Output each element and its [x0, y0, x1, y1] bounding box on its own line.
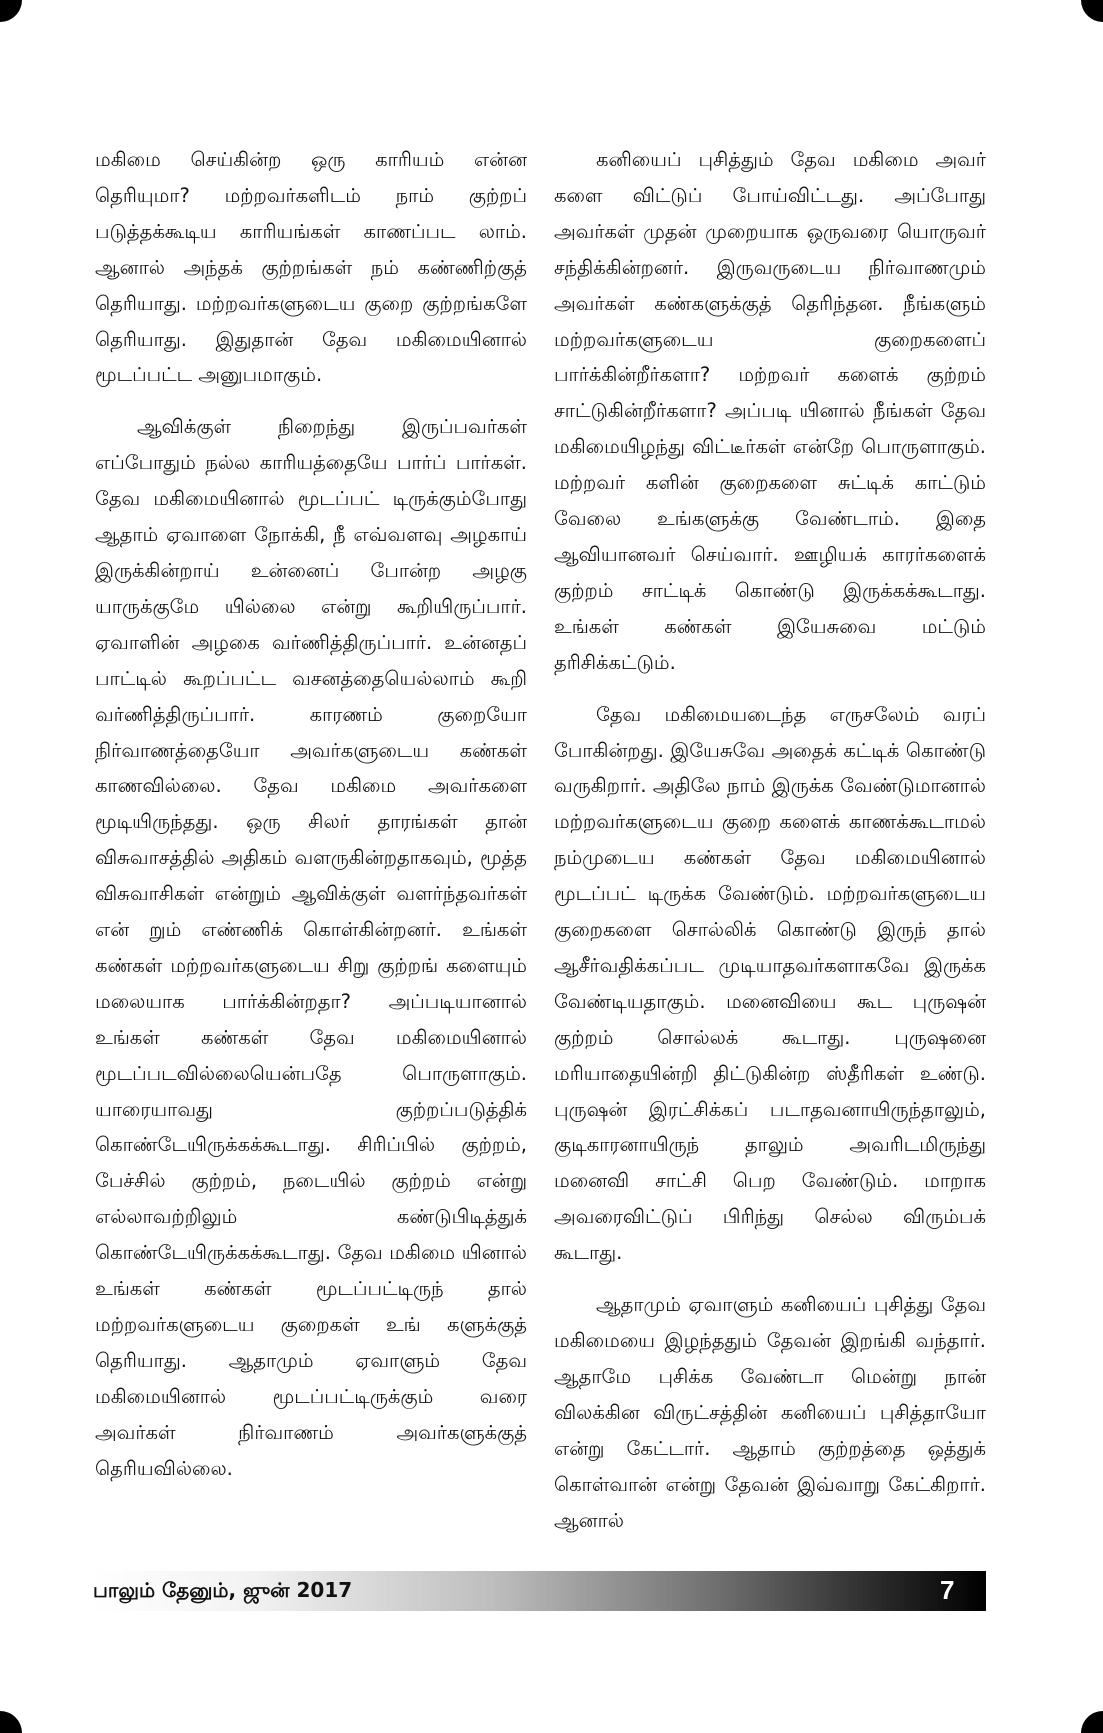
footer-publication: பாலும் தேனும், ஜுன் 2017 [93, 1578, 353, 1602]
right-paragraph-1: கனியைப் புசித்தும் தேவ மகிமை அவர் களை விட்டுப் போய்விட்டது. அப்போது அவர்கள் முதன் முறையாக ஒருவரை யொருவர் சந்திக்கின்றனர். இருவருடைய நிர்வாணமும் அவர்கள் கண்களுக்குத் தெரிந்தன. நீங்களும் மற்றவர்களுடைய குறைகளைப் பார்க்கின்றீர்களா? மற்றவர் களைக் குற்றம் சாட்டுகின்றீர்களா? அப்படி யினால் நீங்கள் தேவ மகிமையிழந்து விட்டீர்கள் என்றே பொருளாகும். மற்றவர் களின் குறைகளை சுட்டிக் காட்டும் வேலை உங்களுக்கு வேண்டாம். இதை ஆவியானவர் செய்வார். ஊழியக் காரர்களைக் குற்றம் சாட்டிக் கொண்டு இருக்கக்கூடாது. உங்கள் கண்கள் இயேசுவை மட்டும் தரிசிக்கட்டும். [554, 148, 986, 674]
page-corner-top-left [0, 0, 22, 22]
page-corner-top-right [1081, 0, 1103, 22]
right-paragraph-3: ஆதாமும் ஏவாளும் கனியைப் புசித்து தேவ மகிமையை இழந்ததும் தேவன் இறங்கி வந்தார். ஆதாமே புசிக்க வேண்டா மென்று நான் விலக்கின விருட்சத்தின் கனியைப் புசித்தாயோ என்று கேட்டார். ஆதாம் குற்றத்தை ஒத்துக் கொள்வான் என்று தேவன் இவ்வாறு கேட்கிறார். ஆனால் [554, 1293, 986, 1532]
page-corner-bottom-right [1081, 1711, 1103, 1733]
left-paragraph-2: ஆவிக்குள் நிறைந்து இருப்பவர்கள் எப்போதும் நல்ல காரியத்தையே பார்ப் பார்கள். தேவ மகிமையினால் மூடப்பட் டிருக்கும்போது ஆதாம் ஏவாளை நோக்கி, நீ எவ்வளவு அழகாய் இருக்கின்றாய் உன்னைப் போன்ற அழகு யாருக்குமே யில்லை என்று கூறியிருப்பார். ஏவாளின் அழகை வர்ணித்திருப்பார். உன்னதப் பாட்டில் கூறப்பட்ட வசனத்தையெல்லாம் கூறி வர்ணித்திருப்பார். காரணம் குறையோ நிர்வாணத்தையோ அவர்களுடைய கண்கள் காணவில்லை. தேவ மகிமை அவர்களை மூடியிருந்தது. ஒரு சிலர் தாரங்கள் தான் விசுவாசத்தில் அதிகம் வளருகின்றதாகவும், மூத்த விசுவாசிகள் என்றும் ஆவிக்குள் வளர்ந்தவர்கள் என் றும் எண்ணிக் கொள்கின்றனர். உங்கள் கண்கள் மற்றவர்களுடைய சிறு குற்றங் களையும் மலையாக பார்க்கின்றதா? அப்படியானால் உங்கள் கண்கள் தேவ மகிமையினால் மூடப்படவில்லையென்பதே பொருளாகும். யாரையாவது குற்றப்படுத்திக் கொண்டேயிருக்கக்கூடாது. சிரிப்பில் குற்றம், பேச்சில் குற்றம், நடையில் குற்றம் என்று எல்லாவற்றிலும் கண்டுபிடித்துக் கொண்டேயிருக்கக்கூடாது. தேவ மகிமை யினால் உங்கள் கண்கள் மூடப்பட்டிருந் தால் மற்றவர்களுடைய குறைகள் உங் களுக்குத் தெரியாது. ஆதாமும் ஏவாளும் தேவ மகிமையினால் மூடப்பட்டிருக்கும் வரை அவர்கள் நிர்வாணம் அவர்களுக்குத் தெரியவில்லை. [95, 415, 527, 1480]
page-number: 7 [940, 1575, 955, 1605]
right-column [554, 142, 986, 1554]
left-paragraph-1: மகிமை செய்கின்ற ஒரு காரியம் என்ன தெரியுமா? மற்றவர்களிடம் நாம் குற்றப் படுத்தக்கூடிய காரியங்கள் காணப்பட லாம். ஆனால் அந்தக் குற்றங்கள் நம் கண்ணிற்குத் தெரியாது. மற்றவர்களுடைய குறை குற்றங்களே தெரியாது. இதுதான் தேவ மகிமையினால் மூடப்பட்ட அனுபமாகும். [95, 148, 527, 387]
right-paragraph-2: தேவ மகிமையடைந்த எருசலேம் வரப் போகின்றது. இயேசுவே அதைக் கட்டிக் கொண்டு வருகிறார். அதிலே நாம் இருக்க வேண்டுமானால் மற்றவர்களுடைய குறை களைக் காணக்கூடாமல் நம்முடைய கண்கள் தேவ மகிமையினால் மூடப்பட் டிருக்க வேண்டும். மற்றவர்களுடைய குறைகளை சொல்லிக் கொண்டு இருந் தால் ஆசீர்வதிக்கப்பட முடியாதவர்களாகவே இருக்க வேண்டியதாகும். மனைவியை கூட புருஷன் குற்றம் சொல்லக் கூடாது. புருஷனை மரியாதையின்றி திட்டுகின்ற ஸ்தீரிகள் உண்டு. புருஷன் இரட்சிக்கப் படாதவனாயிருந்தாலும், குடிகாரனாயிருந் தாலும் அவரிடமிருந்து மனைவி சாட்சி பெற வேண்டும். மாறாக அவரைவிட்டுப் பிரிந்து செல்ல விரும்பக் கூடாது. [554, 702, 986, 1265]
page-corner-bottom-left [0, 1711, 22, 1733]
left-column [95, 142, 527, 1503]
